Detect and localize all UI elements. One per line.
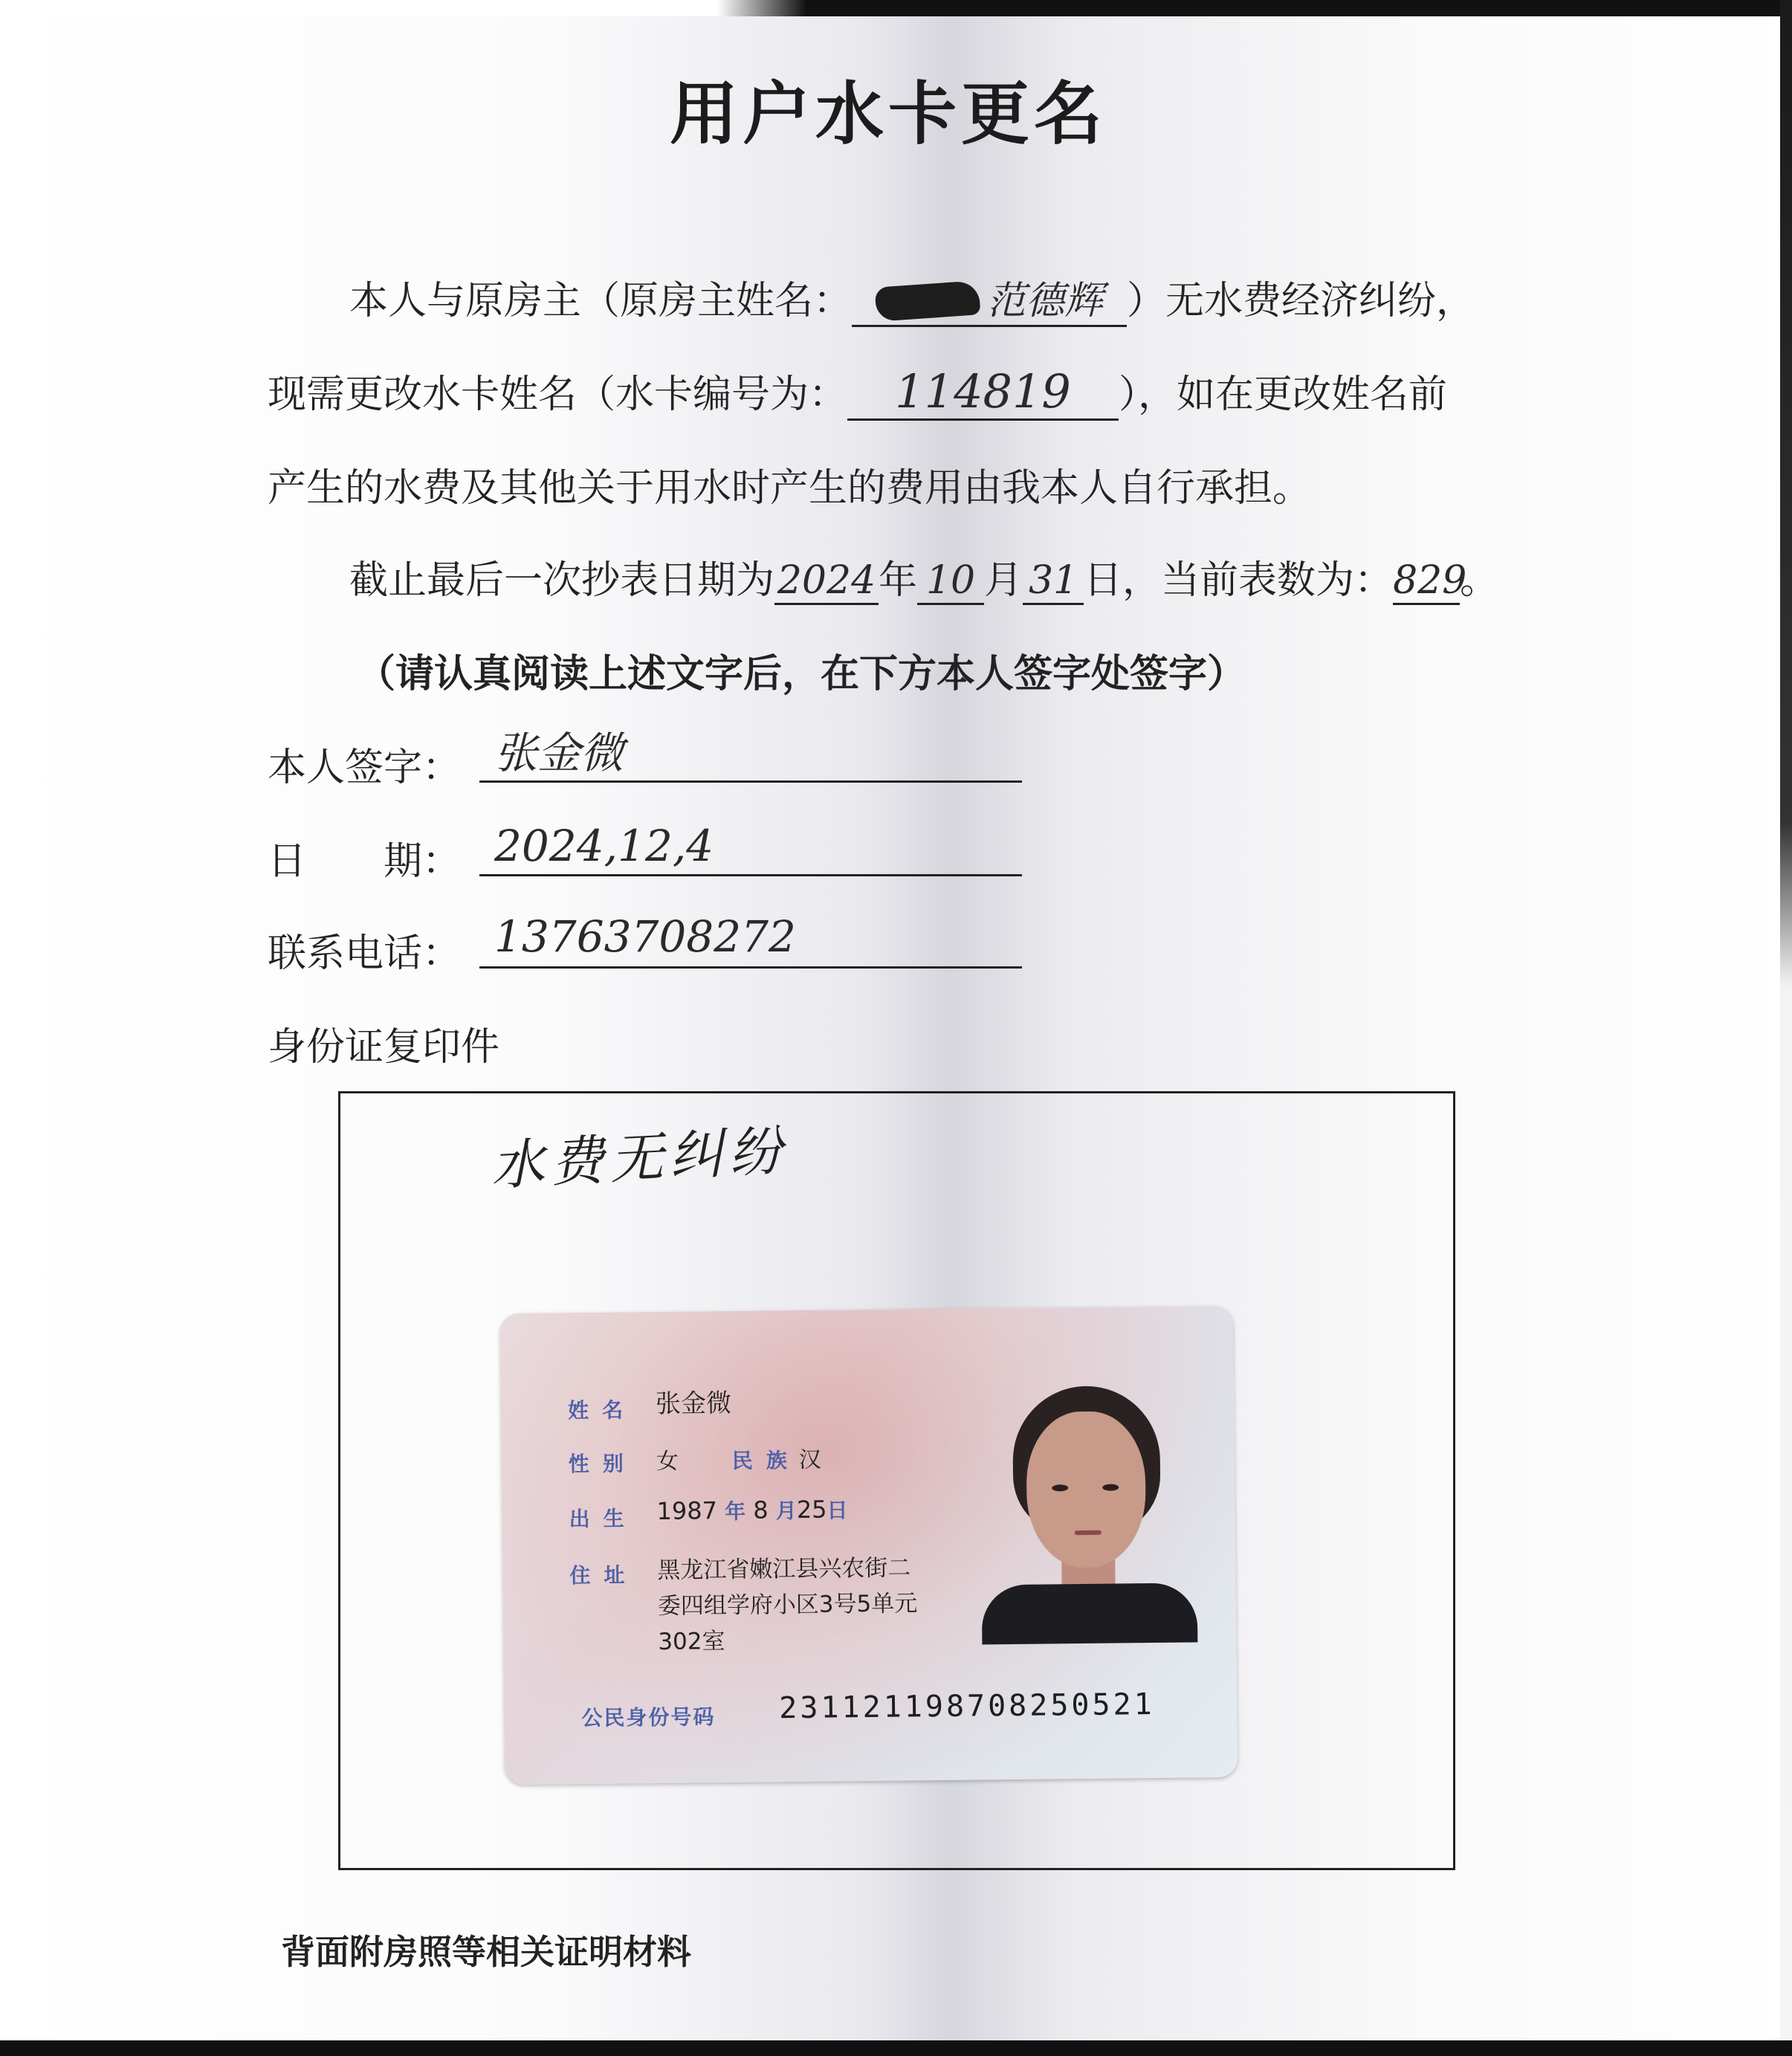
id-address-line2: 委四组学府小区3号5单元 (657, 1590, 918, 1620)
phone-value: 13763708272 (494, 911, 796, 962)
para2-prefix: 现需更改水卡姓名（水卡编号为： (268, 372, 848, 417)
id-birth-day: 25 (796, 1495, 827, 1525)
id-birth-month-unit: 月 (775, 1499, 798, 1524)
signature-value: 张金微 (494, 728, 624, 778)
scan-edge-top (0, 0, 1792, 16)
original-owner-name: 范德辉 (987, 279, 1104, 323)
id-ethnicity-label: 民族 (731, 1447, 800, 1473)
date-value: 2024,12,4 (494, 821, 714, 871)
id-name: 张金微 (655, 1388, 732, 1419)
instruction-text: （请认真阅读上述文字后，在下方本人签字处签字） (357, 652, 1246, 696)
handwritten-note: 水费无纠纷 (489, 1119, 790, 1197)
phone-line (479, 966, 1022, 969)
id-number-label: 公民身份号码 (581, 1704, 716, 1731)
id-birth-date (656, 1494, 847, 1526)
scan-edge-right (1780, 0, 1792, 2056)
id-card (500, 1306, 1238, 1785)
paragraph-meter-reading (349, 549, 1498, 605)
paragraph-liability: 产生的水费及其他关于用水时产生的费用由我本人自行承担。 (268, 466, 1312, 511)
signature-label: 本人签字： (268, 746, 462, 790)
day-unit: 日，当前表数为： (1084, 558, 1394, 603)
id-photo (977, 1380, 1201, 1644)
para1-prefix: 本人与原房主（原房主姓名： (349, 279, 853, 323)
paragraph-card-number (268, 363, 1447, 421)
footer-note: 背面附房照等相关证明材料 (281, 1932, 691, 1972)
scan-edge-bottom (0, 2040, 1792, 2056)
meter-value: 829 (1393, 558, 1460, 605)
id-address-line1: 黑龙江省嫩江县兴农街二 (657, 1554, 911, 1584)
year-unit: 年 (879, 558, 918, 603)
para1-suffix: ）无水费经济纠纷， (1127, 279, 1475, 323)
id-address-line3: 302室 (658, 1628, 725, 1655)
reading-month: 10 (917, 558, 984, 605)
signature-line (479, 780, 1022, 783)
month-unit: 月 (984, 558, 1023, 603)
original-owner-field (852, 269, 1127, 327)
id-gender: 女 (656, 1448, 679, 1475)
reading-year: 2024 (774, 558, 879, 605)
id-address-label: 住址 (569, 1562, 638, 1588)
document-title: 用户水卡更名 (669, 74, 1107, 154)
crossed-out-scribble (875, 280, 981, 322)
reading-day: 31 (1023, 558, 1084, 605)
card-number-field: 114819 (847, 364, 1119, 421)
id-birth-year-unit: 年 (724, 1499, 746, 1525)
para2-suffix: ），如在更改姓名前 (1119, 372, 1448, 417)
date-label: 日 期： (268, 839, 462, 884)
id-birth-year: 1987 (656, 1496, 718, 1525)
date-line (479, 874, 1022, 876)
id-gender-label: 性别 (568, 1451, 638, 1477)
id-birth-day-unit: 日 (827, 1498, 848, 1523)
id-ethnicity: 汉 (798, 1446, 821, 1473)
id-number: 231121198708250521 (779, 1687, 1155, 1726)
paragraph-original-owner (349, 269, 1475, 327)
phone-label: 联系电话： (268, 931, 462, 976)
id-birth-month: 8 (753, 1496, 769, 1525)
para4-end: 。 (1460, 558, 1499, 603)
para4-prefix: 截止最后一次抄表日期为 (349, 558, 775, 603)
id-copy-label: 身份证复印件 (268, 1025, 500, 1070)
id-birth-label: 出生 (569, 1506, 638, 1532)
id-name-label: 姓名 (567, 1397, 637, 1423)
